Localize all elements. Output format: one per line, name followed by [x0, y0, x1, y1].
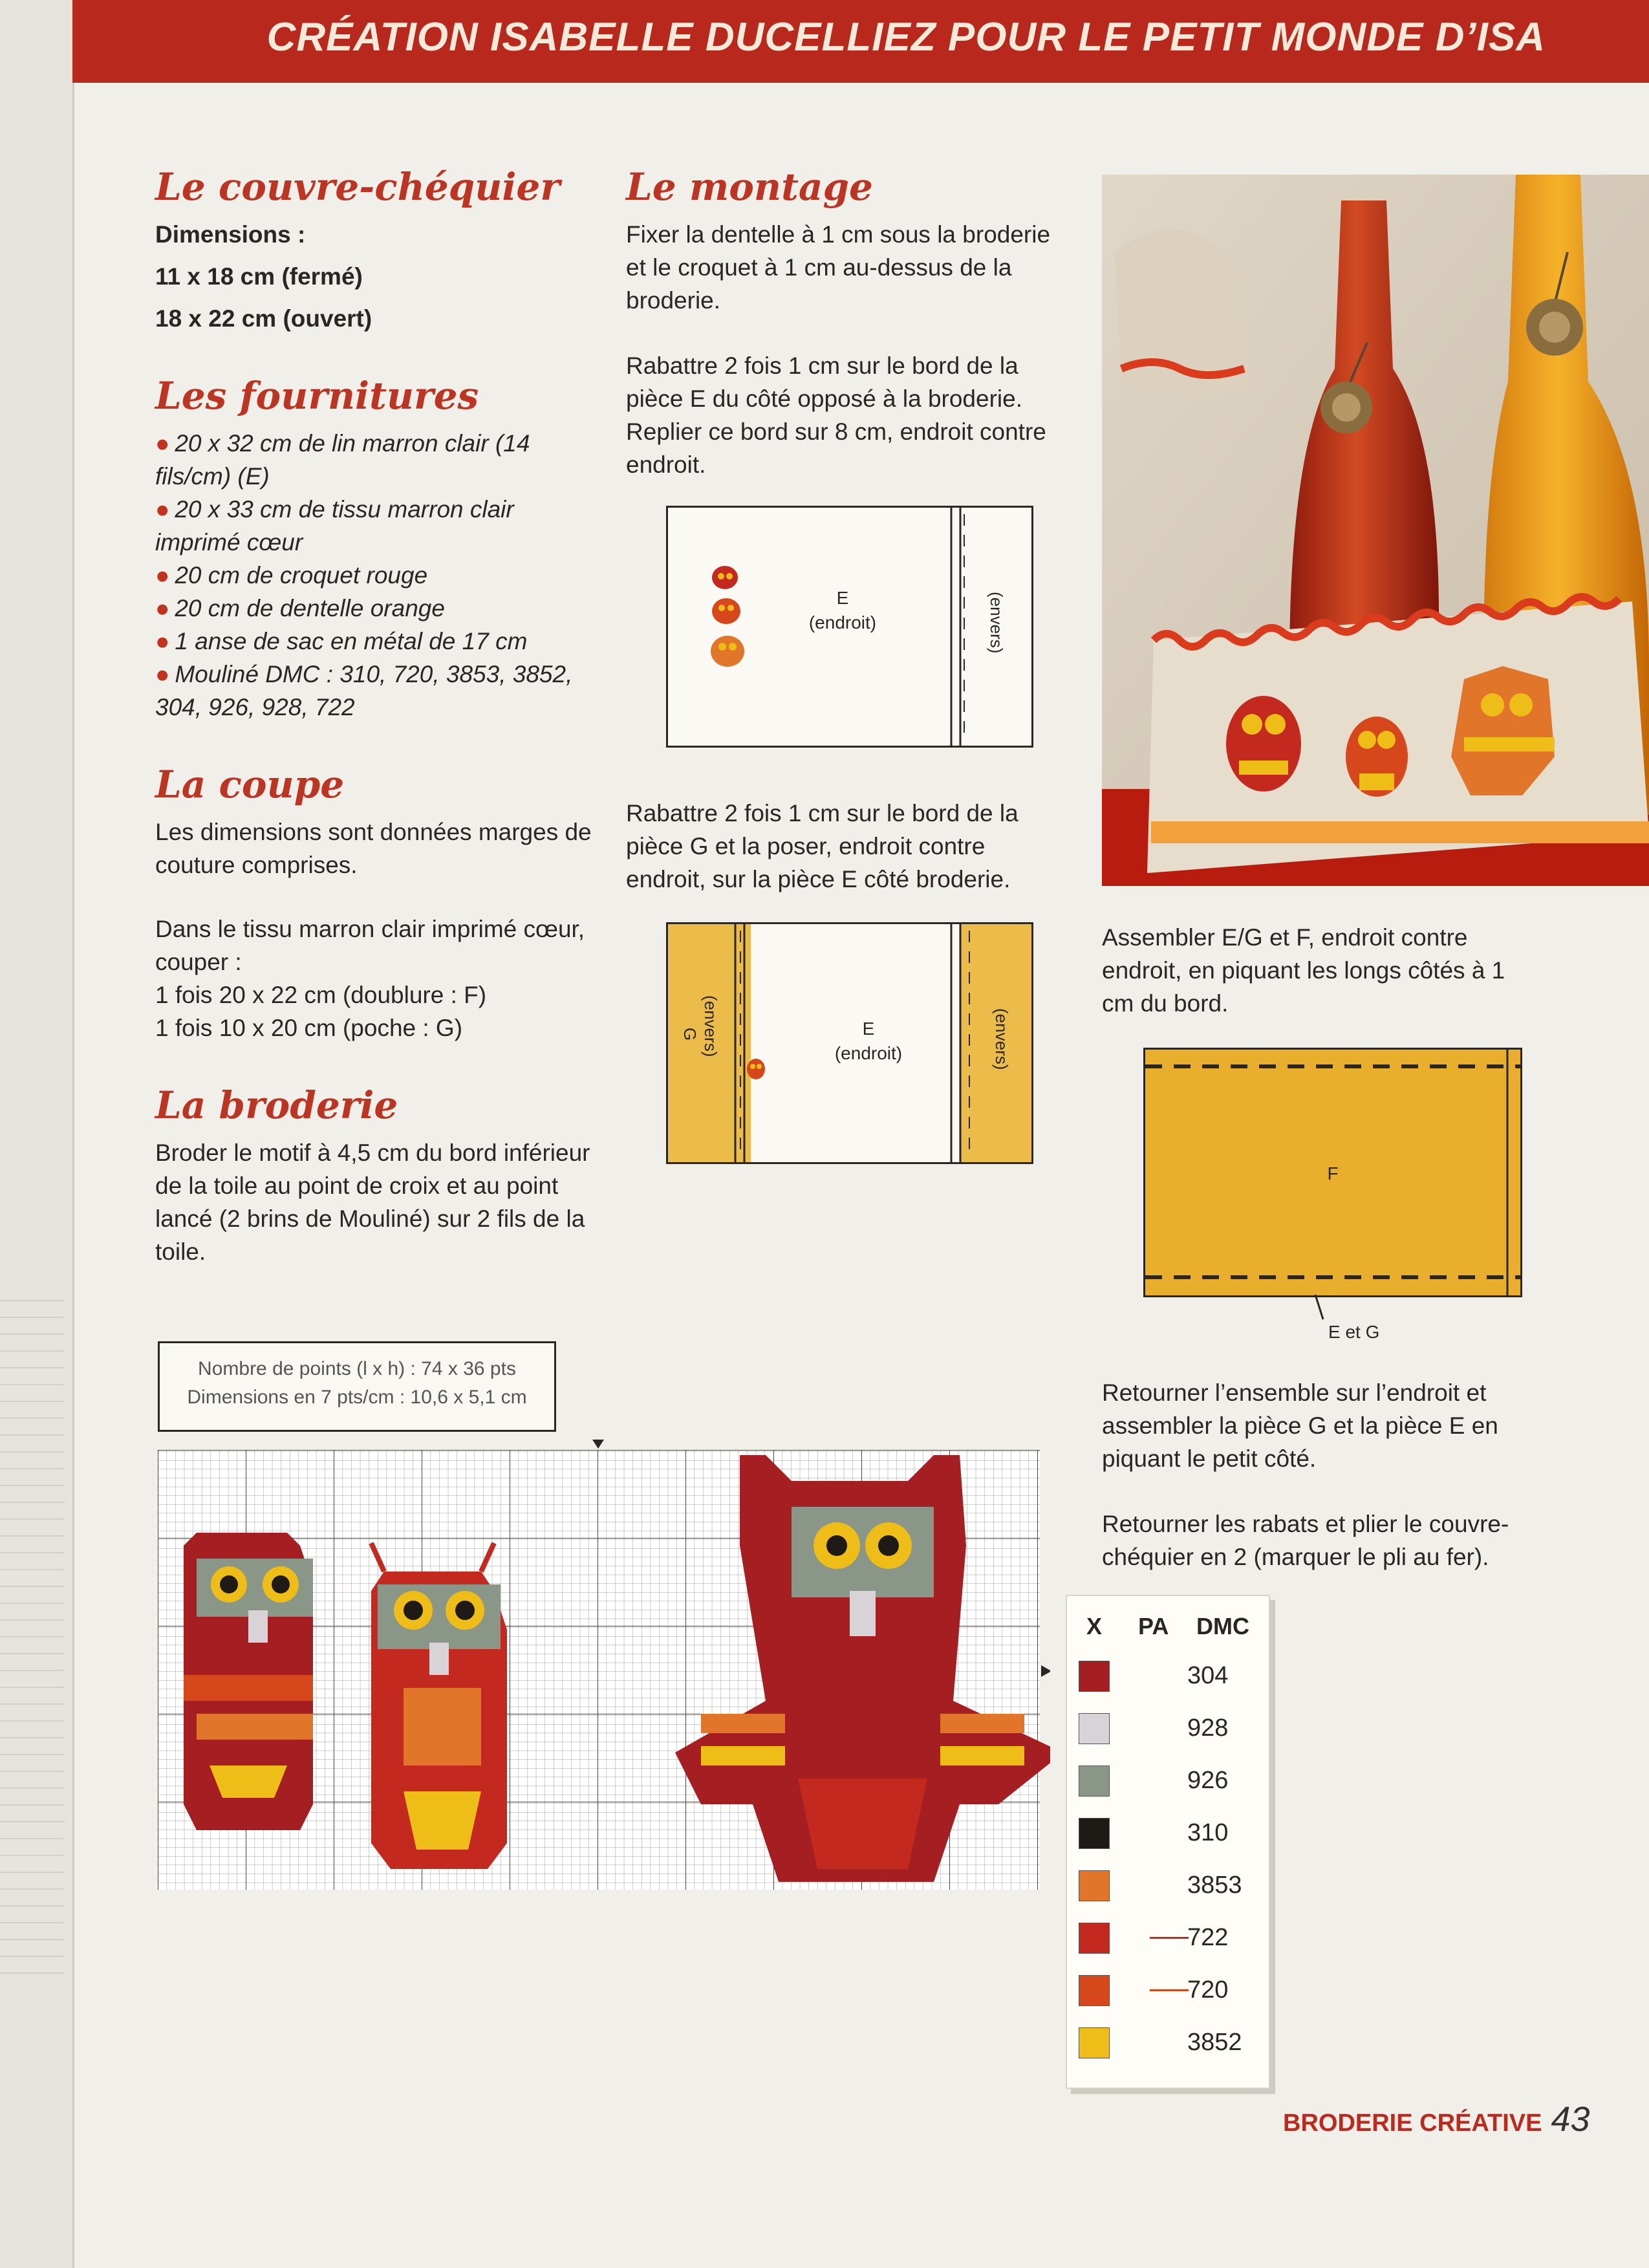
couvre-title: Le couvre-chéquier	[155, 165, 560, 209]
diagram2-label-e: E	[862, 1019, 875, 1039]
montage-title: Le montage	[626, 165, 873, 209]
grid-edge-line	[0, 1922, 65, 1923]
legend-row	[1079, 2021, 1260, 2060]
coupe-instruction: Dans le tissu marron clair imprimé cœur, couper :	[155, 916, 585, 975]
color-swatch	[1079, 2027, 1110, 2058]
grid-edge-line	[0, 1552, 65, 1553]
diagram1-label-endroit: (endroit)	[808, 612, 877, 632]
supply-item: ● 20 cm de croquet rouge	[155, 562, 428, 589]
color-swatch	[1079, 1975, 1110, 2006]
grid-edge-line	[0, 1838, 65, 1839]
supply-item: ● 20 cm de dentelle orange	[155, 595, 445, 621]
grid-edge-line	[0, 1771, 65, 1772]
grid-edge-line	[0, 1703, 65, 1705]
diagram2-label-g: G	[680, 1028, 700, 1041]
bullet-icon: ●	[155, 562, 170, 589]
owl-motif-icon	[711, 566, 744, 667]
legend-row	[1079, 1759, 1260, 1798]
supply-item: ● 20 x 33 cm de tissu marron clair imprimé cœur	[155, 496, 514, 556]
diagram1-label-envers: (envers)	[987, 592, 1006, 654]
backstitch-line-icon	[1150, 1989, 1189, 1991]
middle-column-lower	[626, 797, 1053, 896]
legend-row	[1079, 1707, 1260, 1745]
legend-row	[1079, 1811, 1260, 1850]
dimension-open: 18 x 22 cm (ouvert)	[155, 305, 372, 332]
diagram-assembled-f	[1143, 1048, 1522, 1297]
owl-pattern-left	[184, 1533, 313, 1830]
banner-title: CRÉATION ISABELLE DUCELLIEZ POUR LE PETIT MONDE D’ISA	[266, 15, 1546, 59]
color-swatch	[1079, 1923, 1110, 1954]
diagram3-label-f: F	[1327, 1163, 1339, 1183]
grid-edge-line	[0, 1888, 65, 1890]
owl-pattern-middle	[371, 1543, 507, 1869]
grid-edge-line	[0, 1334, 65, 1335]
color-swatch	[1079, 1818, 1110, 1849]
montage-step-3: Rabattre 2 fois 1 cm sur le bord de la pièce G et la poser, endroit contre endroit, sur la pièce E côté broderie.	[626, 800, 1018, 892]
montage-step-1: Fixer la dentelle à 1 cm sous la broderie et le croquet à 1 cm au-dessus de la broderie.	[626, 221, 1051, 314]
grid-edge-line	[0, 1317, 65, 1318]
section-couvre-chequier	[155, 165, 595, 335]
grid-edge-line	[0, 1451, 65, 1453]
dimension-closed: 11 x 18 cm (fermé)	[155, 263, 363, 290]
owl-embroidery-icon	[1346, 717, 1408, 797]
owl-embroidery-icon	[1226, 696, 1301, 792]
legend-header-dmc: DMC	[1196, 1613, 1249, 1639]
broderie-text: Broder le motif à 4,5 cm du bord inférieur de la toile au point de croix et au point lancé (2 brins de Mouliné) sur 2 fils de la toile.	[155, 1139, 590, 1265]
stitch-count: Nombre de points (l x h) : 74 x 36 pts	[198, 1358, 516, 1379]
legend-row	[1079, 1969, 1260, 2007]
grid-edge-line	[0, 1485, 65, 1486]
grid-edge-line	[0, 1720, 65, 1722]
coupe-line-f: 1 fois 20 x 22 cm (doublure : F)	[155, 982, 487, 1008]
diagram3-label-eg: E et G	[1328, 1322, 1380, 1342]
montage-step-2: Rabattre 2 fois 1 cm sur le bord de la pièce E du côté opposé à la broderie. Replier ce bord sur 8 cm, endroit contre endroit.	[626, 352, 1046, 478]
header-banner	[72, 0, 1649, 83]
grid-edge-line	[0, 1872, 65, 1873]
left-page-edge	[0, 0, 74, 2268]
dmc-number: 3852	[1187, 2029, 1242, 2056]
bullet-icon: ●	[155, 661, 170, 687]
grid-edge-line	[0, 1535, 65, 1537]
grid-edge-line	[0, 1787, 65, 1789]
dmc-number: 928	[1187, 1714, 1229, 1742]
legend-row	[1079, 1654, 1260, 1693]
coupe-intro: Les dimensions sont données marges de couture comprises.	[155, 819, 592, 878]
right-column-lower	[1102, 1376, 1529, 1573]
legend-row	[1079, 1916, 1260, 1955]
fold-step: Retourner les rabats et plier le couvre-chéquier en 2 (marquer le pli au fer).	[1102, 1511, 1509, 1570]
diagram-piece-g-on-e	[666, 922, 1033, 1164]
grid-edge-line	[0, 1821, 65, 1822]
color-swatch	[1079, 1870, 1110, 1901]
bullet-icon: ●	[155, 628, 170, 654]
middle-column	[626, 165, 1053, 481]
section-broderie	[155, 1083, 595, 1268]
grid-edge-line	[0, 1855, 65, 1856]
grid-edge-line	[0, 1569, 65, 1570]
grid-edge-line	[0, 1603, 65, 1604]
grid-edge-line	[0, 1754, 65, 1755]
left-column	[155, 165, 595, 1307]
backstitch-line-icon	[1150, 1937, 1189, 1939]
center-marker-right	[1041, 1665, 1050, 1677]
grid-edge-line	[0, 1737, 65, 1738]
dimensions-label: Dimensions :	[155, 221, 306, 248]
grid-edge-line	[0, 1384, 65, 1385]
bullet-icon: ●	[155, 496, 170, 523]
dmc-number: 722	[1187, 1924, 1229, 1951]
grid-edge-line	[0, 1636, 65, 1637]
bullet-icon: ●	[155, 595, 170, 621]
footer	[1283, 2099, 1590, 2139]
grid-edge-line	[0, 1586, 65, 1587]
coupe-title: La coupe	[155, 762, 345, 806]
dmc-number: 926	[1187, 1767, 1229, 1794]
grid-edge-line	[0, 1972, 65, 1974]
grid-edge-line	[0, 1518, 65, 1520]
grid-edge-line	[0, 1468, 65, 1469]
grid-edge-line	[0, 1350, 65, 1352]
color-swatch	[1079, 1661, 1110, 1692]
turn-step: Retourner l’ensemble sur l’endroit et assembler la pièce G et la pièce E en piquant le petit côté.	[1102, 1379, 1498, 1472]
legend-header-x: X	[1086, 1613, 1103, 1639]
dmc-number: 720	[1187, 1976, 1229, 2003]
grid-edge-line	[0, 1619, 65, 1621]
photo-illustration	[1102, 175, 1649, 886]
stitch-dimensions: Dimensions en 7 pts/cm : 10,6 x 5,1 cm	[187, 1387, 527, 1408]
bullet-icon: ●	[155, 430, 170, 457]
grid-edge-line	[0, 1687, 65, 1688]
color-swatch	[1079, 1766, 1110, 1797]
section-coupe	[155, 762, 595, 1044]
assemble-step: Assembler E/G et F, endroit contre endroit, en piquant les longs côtés à 1 cm du bord.	[1102, 924, 1505, 1017]
grid-edge-line	[0, 1956, 65, 1957]
diagram2-label-envers: (envers)	[992, 1008, 1011, 1070]
section-fournitures	[155, 374, 595, 724]
grid-edge-line	[0, 1367, 65, 1368]
dmc-number: 310	[1187, 1819, 1229, 1846]
center-marker-top	[592, 1440, 604, 1449]
dmc-number: 3853	[1187, 1872, 1242, 1899]
diagram2-label-g-envers: (envers)	[701, 995, 720, 1057]
grid-edge-line	[0, 1418, 65, 1419]
diagram-piece-e-folded	[666, 506, 1033, 748]
grid-edge-line	[0, 1434, 65, 1436]
diagram1-label-e: E	[836, 588, 849, 608]
color-legend	[1066, 1595, 1270, 2089]
grid-edge-line	[0, 1300, 65, 1301]
pointer-line	[1313, 1293, 1339, 1322]
footer-brand: BRODERIE CRÉATIVE	[1283, 2110, 1542, 2137]
grid-edge-line	[0, 1653, 65, 1654]
grid-edge-line	[0, 1939, 65, 1940]
fournitures-title: Les fournitures	[155, 374, 479, 418]
grid-edge-line	[0, 1804, 65, 1806]
legend-row	[1079, 1864, 1260, 1903]
supply-item: ● 20 x 32 cm de lin marron clair (14 fils/cm) (E)	[155, 430, 530, 490]
color-swatch	[1079, 1713, 1110, 1744]
grid-edge-line	[0, 1905, 65, 1906]
dmc-number: 304	[1187, 1662, 1229, 1689]
cross-stitch-chart	[158, 1416, 1050, 1901]
page-number: 43	[1551, 2100, 1590, 2139]
supply-item: ● 1 anse de sac en métal de 17 cm	[155, 628, 528, 654]
owl-small-icon	[747, 1059, 765, 1079]
broderie-title: La broderie	[155, 1083, 398, 1127]
product-photo	[1102, 175, 1649, 886]
coupe-line-g: 1 fois 10 x 20 cm (poche : G)	[155, 1015, 463, 1041]
supply-item: ● Mouliné DMC : 310, 720, 3853, 3852, 304, 926, 928, 722	[155, 661, 573, 720]
grid-edge-line	[0, 1401, 65, 1402]
grid-edge-line	[0, 1670, 65, 1671]
grid-edge-line	[0, 1502, 65, 1503]
diagram2-label-endroit: (endroit)	[834, 1043, 903, 1063]
legend-header-pa: PA	[1138, 1613, 1169, 1639]
right-column	[1102, 921, 1529, 1020]
